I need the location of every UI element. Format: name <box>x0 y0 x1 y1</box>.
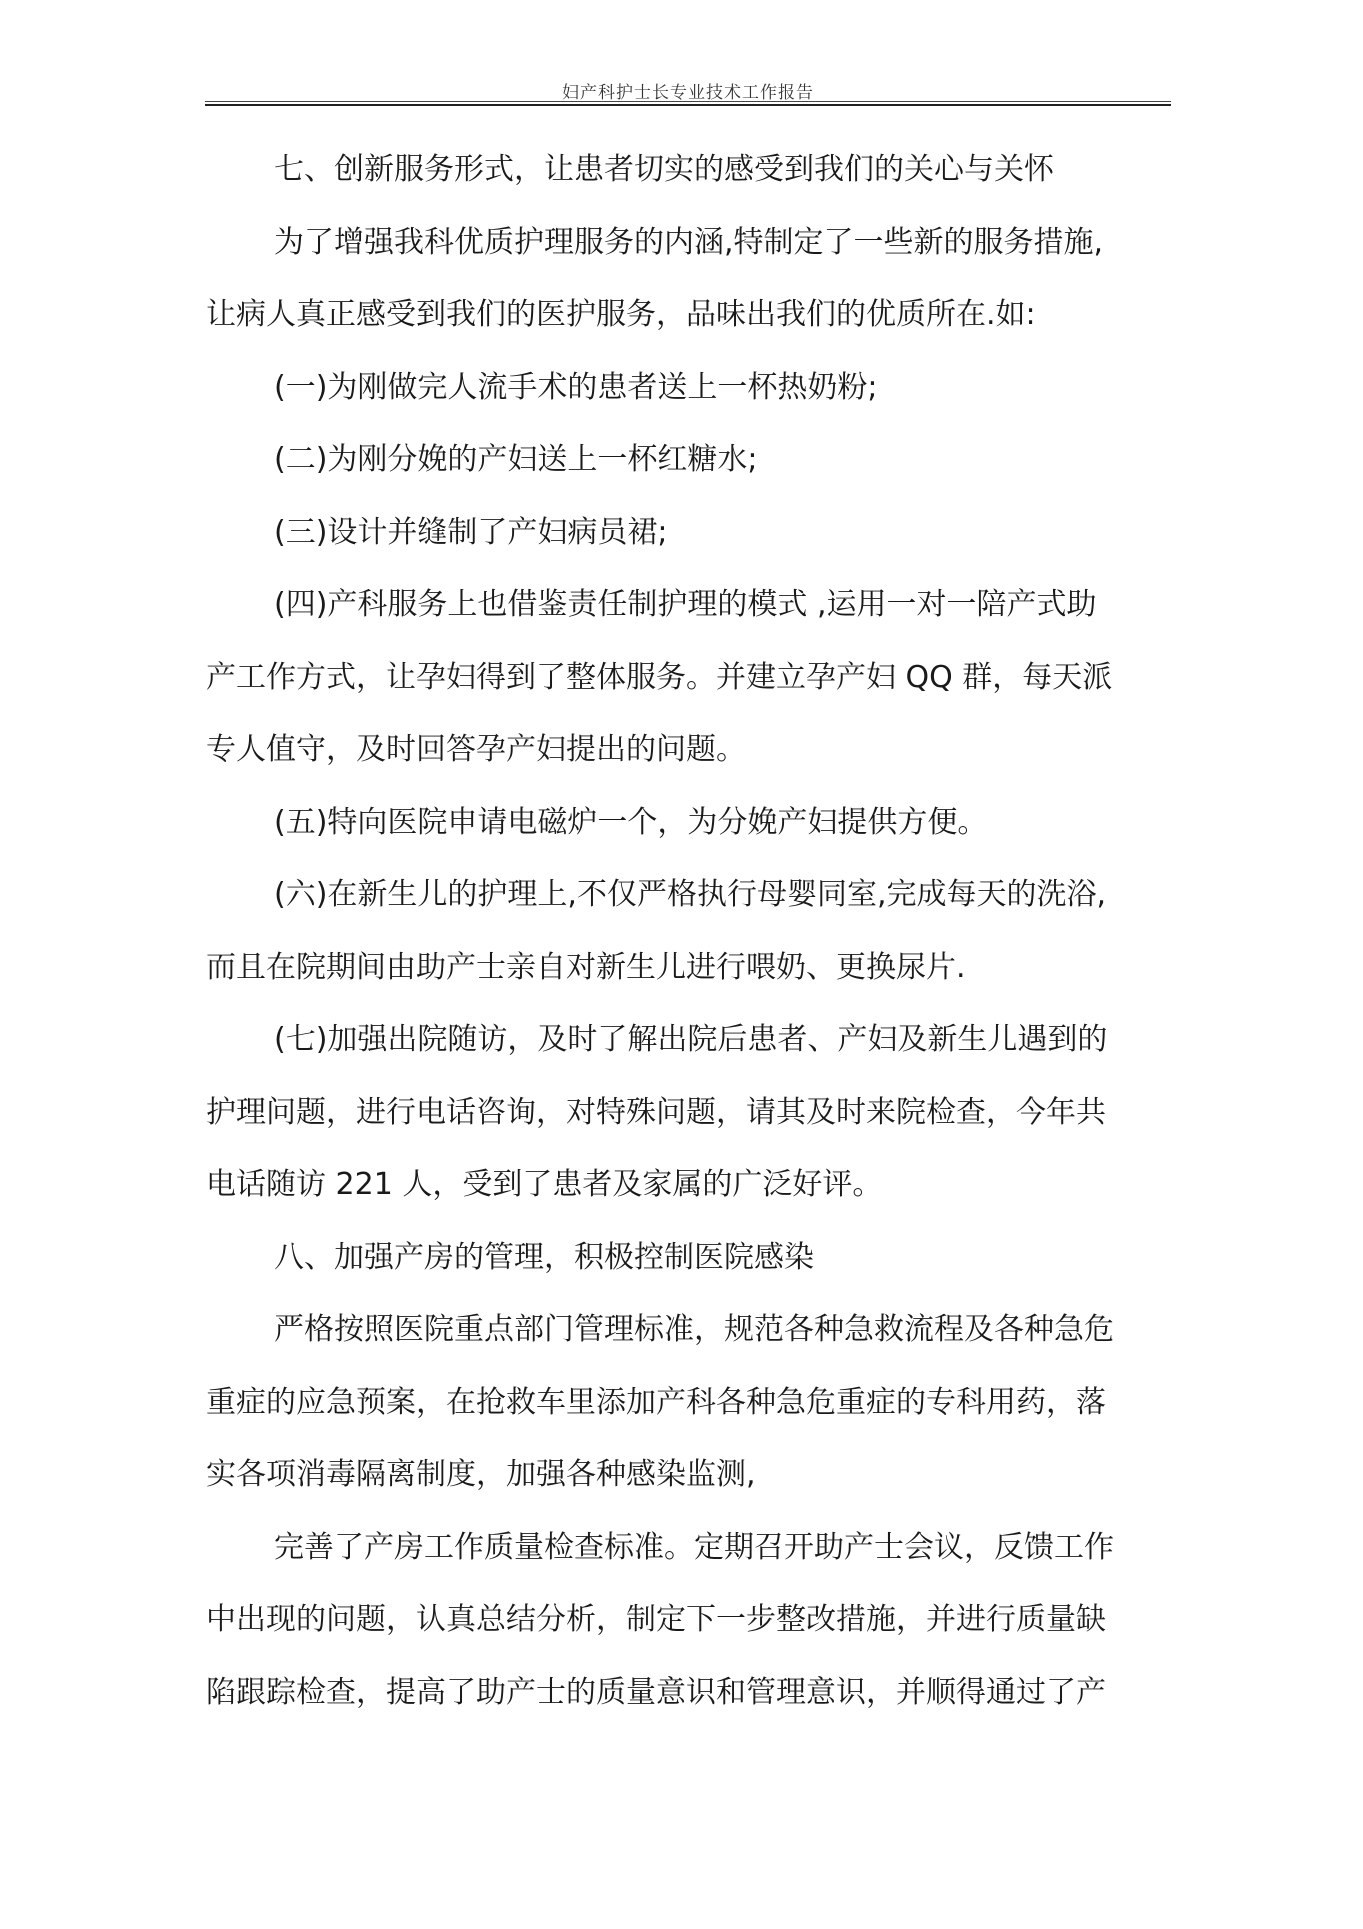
text-line: (一)为刚做完人流手术的患者送上一杯热奶粉; <box>274 369 878 405</box>
page-header-title: 妇产科护士长专业技术工作报告 <box>562 83 814 103</box>
text-line: 为了增强我科优质护理服务的内涵,特制定了一些新的服务措施, <box>274 224 1104 260</box>
text-line: 让病人真正感受到我们的医护服务，品味出我们的优质所在.如: <box>206 297 1036 332</box>
text-line: (五)特向医院申请电磁炉一个，为分娩产妇提供方便。 <box>274 804 988 840</box>
header-divider-thick <box>205 104 1171 106</box>
text-line: 而且在院期间由助产士亲自对新生儿进行喂奶、更换尿片. <box>206 949 966 985</box>
text-line: 八、加强产房的管理，积极控制医院感染 <box>274 1239 814 1275</box>
text-line: (六)在新生儿的护理上,不仅严格执行母婴同室,完成每天的洗浴, <box>274 877 1107 912</box>
text-line: (七)加强出院随访，及时了解出院后患者、产妇及新生儿遇到的 <box>274 1022 1108 1057</box>
header-divider-thin <box>205 101 1171 102</box>
text-line: (三)设计并缝制了产妇病员裙; <box>274 514 668 550</box>
text-line: 中出现的问题，认真总结分析，制定下一步整改措施，并进行质量缺 <box>206 1602 1106 1637</box>
text-line: 实各项消毒隔离制度，加强各种感染监测, <box>206 1457 756 1492</box>
text-line: (四)产科服务上也借鉴责任制护理的模式 ,运用一对一陪产式助 <box>274 587 1097 622</box>
text-line: 电话随访 221 人，受到了患者及家属的广泛好评。 <box>206 1167 883 1202</box>
text-line: 严格按照医院重点部门管理标准，规范各种急救流程及各种急危 <box>274 1312 1114 1347</box>
text-line: 七、创新服务形式，让患者切实的感受到我们的关心与关怀 <box>274 152 1054 187</box>
text-line: 重症的应急预案，在抢救车里添加产科各种急危重症的专科用药，落 <box>206 1384 1106 1420</box>
text-line: 完善了产房工作质量检查标准。定期召开助产士会议，反馈工作 <box>274 1529 1114 1565</box>
document-body <box>206 142 1191 1737</box>
text-line: 陷跟踪检查，提高了助产士的质量意识和管理意识，并顺得通过了产 <box>206 1674 1106 1710</box>
text-line: 专人值守，及时回答孕产妇提出的问题。 <box>206 732 746 767</box>
text-line: 护理问题，进行电话咨询，对特殊问题，请其及时来院检查，今年共 <box>206 1094 1106 1130</box>
text-line: (二)为刚分娩的产妇送上一杯红糖水; <box>274 442 758 477</box>
text-line: 产工作方式，让孕妇得到了整体服务。并建立孕产妇 QQ 群，每天派 <box>206 659 1113 695</box>
